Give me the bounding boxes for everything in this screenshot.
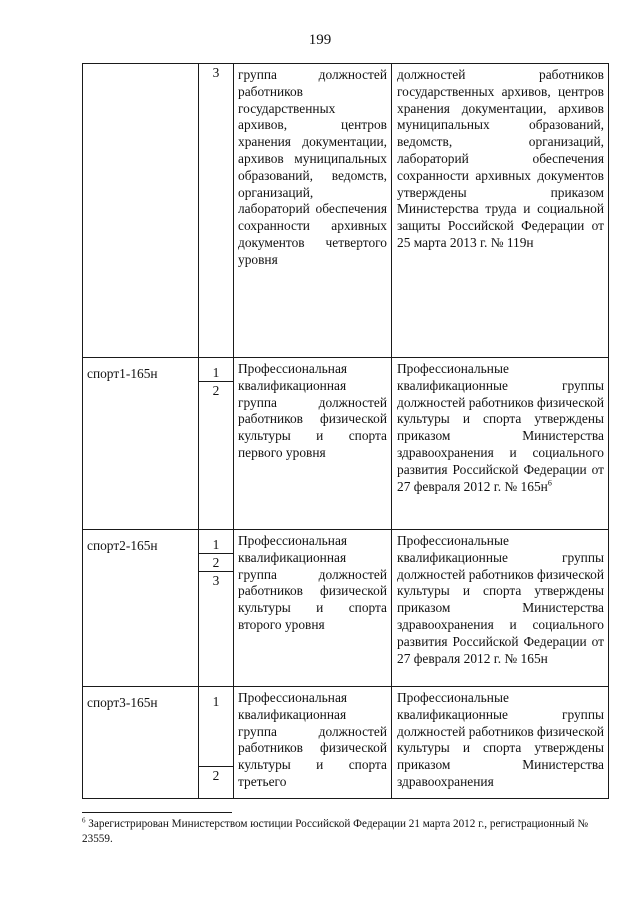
level-number: 1 — [199, 358, 233, 382]
group-name: Профессиональная квалификационная группа должностей работников физической культуры и спорта второго уровня — [234, 530, 392, 687]
page-number: 199 — [308, 32, 332, 48]
level-number: 2 — [212, 383, 220, 398]
table-row — [83, 530, 609, 687]
regulating-document: Профессиональные квалификационные группы должностей работников физической культуры и спорта утверждены приказом Министерства здравоохранения — [392, 687, 609, 799]
footnote — [82, 817, 608, 847]
levels-cell — [199, 64, 234, 358]
levels-cell — [199, 358, 234, 530]
row-code: спорт2-165н — [83, 530, 199, 687]
document-text: Профессиональные квалификационные группы должностей работников физической культуры и спорта утверждены приказом Министерства здравоохранения и социального развития Российской Федерации от 27 февраля 2012 г. № 165н — [397, 361, 604, 494]
level-number: 3 — [212, 573, 220, 588]
levels-cell — [199, 687, 234, 799]
regulating-document: должностей работников государственных архивов, центров хранения документации, архивов муниципальных образований, ведомств, организаций, лабораторий обеспечения сохранности архивных документов утверждены приказом Министерства труда и социальной защиты Российской Федерации от 25 марта 2013 г. № 119н — [392, 64, 609, 358]
level-number: 1 — [212, 694, 220, 709]
level-number: 1 — [199, 530, 233, 554]
table-row — [83, 358, 609, 530]
footnote-marker: 6 — [82, 816, 86, 825]
group-name: Профессиональная квалификационная группа должностей работников физической культуры и спорта первого уровня — [234, 358, 392, 530]
table-row — [83, 64, 609, 358]
row-code — [83, 64, 199, 358]
row-code: спорт1-165н — [83, 358, 199, 530]
table-row — [83, 687, 609, 799]
level-number: 2 — [199, 554, 233, 572]
footnote-divider — [82, 812, 232, 813]
level-number: 2 — [199, 766, 233, 784]
footnote-text: Зарегистрирован Министерством юстиции Российской Федерации 21 марта 2012 г., регистрационный № 23559. — [82, 818, 589, 845]
level-number: 3 — [212, 65, 220, 80]
levels-cell — [199, 530, 234, 687]
qualification-groups-table — [82, 63, 609, 799]
group-name: Профессиональная квалификационная группа должностей работников физической культуры и спорта третьего — [234, 687, 392, 799]
footnote-ref: 6 — [547, 478, 552, 488]
regulating-document: Профессиональные квалификационные группы должностей работников физической культуры и спорта утверждены приказом Министерства здравоохранения и социального развития Российской Федерации от 27 февраля 2012 г. № 165н — [392, 530, 609, 687]
group-name: группа должностей работников государственных архивов, центров хранения документации, архивов муниципальных образований, ведомств, организаций, лабораторий обеспечения сохранности архивных документов четвертого уровня — [234, 64, 392, 358]
regulating-document — [392, 358, 609, 530]
row-code: спорт3-165н — [83, 687, 199, 799]
